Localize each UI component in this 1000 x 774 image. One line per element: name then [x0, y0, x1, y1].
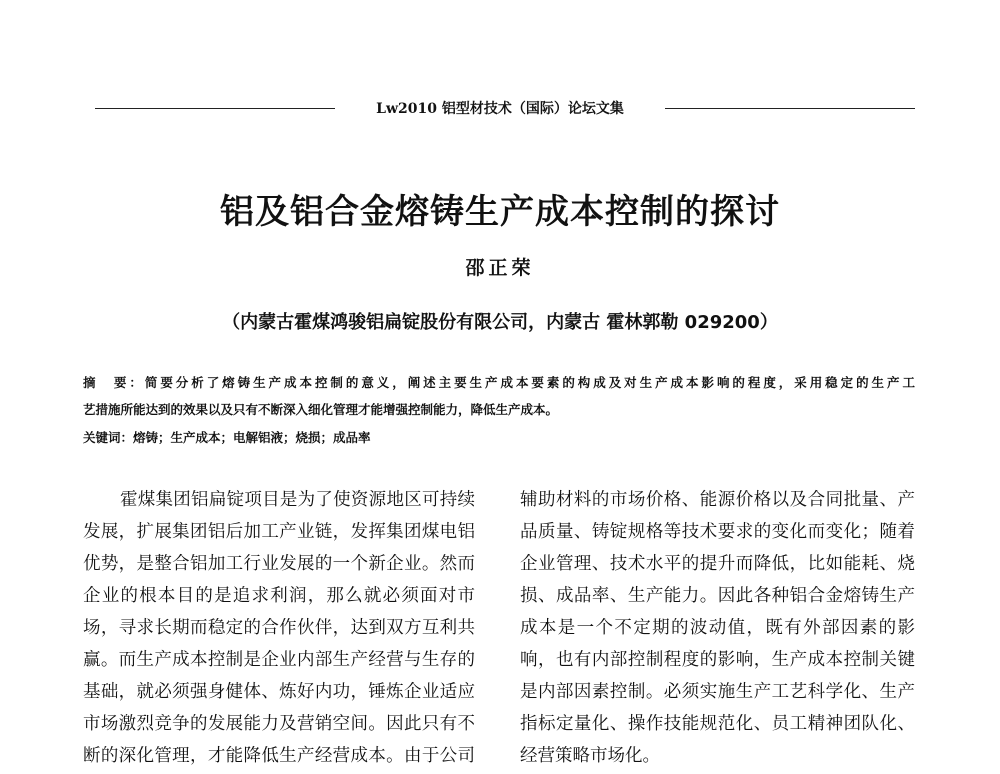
abstract-label: 摘 要：	[83, 375, 145, 390]
body-line: 是内部因素控制。必须实施生产工艺科学化、生产	[520, 682, 915, 702]
body-line: 优势，是整合铝加工行业发展的一个新企业。然而	[83, 554, 475, 574]
body-line: 企业的根本目的是追求利润，那么就必须面对市	[83, 586, 475, 606]
author-name: 邵正荣	[465, 257, 535, 279]
body-line: 场，寻求长期而稳定的合作伙伴，达到双方互利共	[83, 618, 475, 638]
body-line: 企业管理、技术水平的提升而降低，比如能耗、烧	[520, 554, 915, 574]
keywords: 熔铸；生产成本；电解铝液；烧损；成品率	[133, 430, 371, 445]
abstract-text: 简要分析了熔铸生产成本控制的意义，阐述主要生产成本要素的构成及对生产成本影响的程度，采用稳定的生产工	[144, 375, 915, 390]
body-line: 品质量、铸锭规格等技术要求的变化而变化；随着	[520, 522, 915, 542]
body-line: 损、成品率、生产能力。因此各种铝合金熔铸生产	[520, 586, 915, 606]
body-line: 断的深化管理，才能降低生产经营成本。由于公司	[83, 746, 475, 766]
body-line: 发展，扩展集团铝后加工产业链，发挥集团煤电铝	[83, 522, 475, 542]
affiliation: （内蒙古霍煤鸿骏铝扁锭股份有限公司，内蒙古 霍林郭勒 029200）	[222, 312, 778, 333]
body-line: 霍煤集团铝扁锭项目是为了使资源地区可持续	[120, 490, 475, 510]
header-rule-right	[665, 108, 915, 109]
body-column-right	[520, 486, 915, 774]
paper-title: 铝及铝合金熔铸生产成本控制的探讨	[220, 192, 780, 232]
body-line: 辅助材料的市场价格、能源价格以及合同批量、产	[520, 490, 915, 510]
body-line: 赢。而生产成本控制是企业内部生产经营与生存的	[83, 650, 475, 670]
body-column-left	[83, 486, 475, 774]
running-header: Lw2010 铝型材技术（国际）论坛文集	[376, 101, 624, 117]
body-line: 经营策略市场化。	[520, 746, 660, 766]
header-rule-left	[95, 108, 335, 109]
keywords-label: 关键词：	[83, 430, 134, 445]
body-line: 成本是一个不定期的波动值，既有外部因素的影	[520, 618, 915, 638]
body-line: 响，也有内部控制程度的影响，生产成本控制关键	[520, 650, 915, 670]
body-line: 指标定量化、操作技能规范化、员工精神团队化、	[520, 714, 915, 734]
body-line: 基础，就必须强身健体、炼好内功，锤炼企业适应	[83, 682, 475, 702]
abstract-line-1	[83, 373, 915, 391]
abstract-line-2: 艺措施所能达到的效果以及只有不断深入细化管理才能增强控制能力，降低生产成本。	[83, 402, 559, 417]
body-line: 市场激烈竞争的发展能力及营销空间。因此只有不	[83, 714, 475, 734]
keywords-line	[83, 428, 915, 446]
